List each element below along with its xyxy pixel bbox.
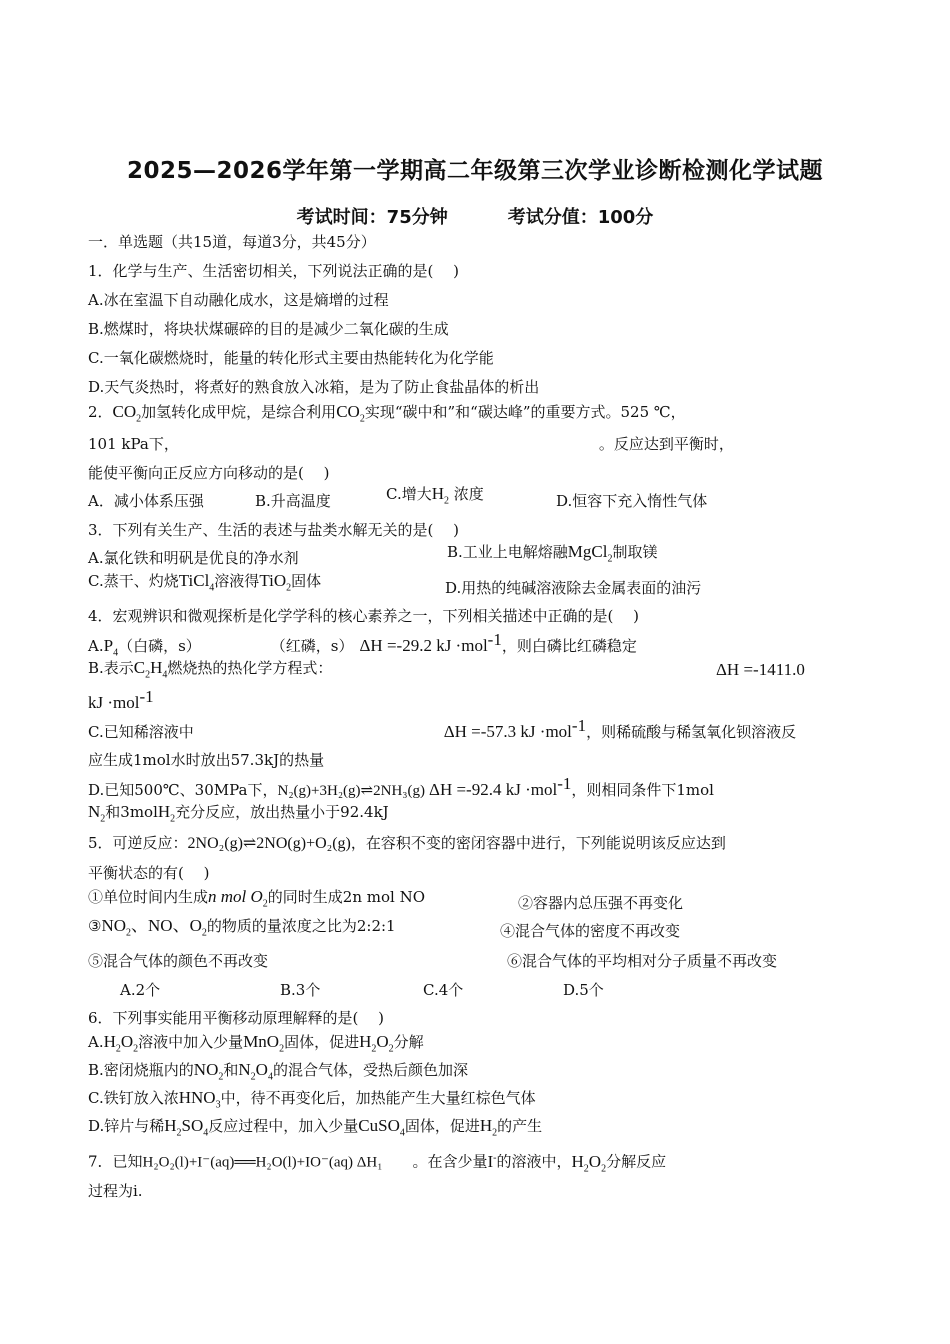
q2-option-d: D.恒容下充入惰性气体 bbox=[556, 492, 708, 510]
q6-option-b: B.密闭烧瓶内的$NO_2$和$N_2O_4$的混合气体，受热后颜色加深 bbox=[88, 1060, 468, 1083]
q5-line2: 平衡状态的有( ) bbox=[88, 864, 210, 882]
q6-option-c: C.铁钉放入浓$HNO_3$中，待不再变化后，加热能产生大量红棕色气体 bbox=[88, 1088, 536, 1111]
q7-line2: 过程为i. bbox=[88, 1182, 143, 1200]
q5-statement-1: ①单位时间内生成n mol $O_2$的同时生成2n mol NO bbox=[88, 887, 426, 910]
q4-option-d-cont: $N_2$和3molH$_2$充分反应，放出热量小于92.4kJ bbox=[88, 802, 389, 825]
exam-score: 考试分值：100分 bbox=[507, 207, 654, 228]
q5-line1: 5．可逆反应：2NO₂(g)⇌2NO(g)+O₂(g)，在容积不变的密闭容器中进行，下列能说明该反应达到 bbox=[88, 834, 726, 852]
q2-line3: 能使平衡向正反应方向移动的是( ) bbox=[88, 464, 330, 482]
q4-option-a: $A.P_4$（白磷，s） （红磷，s） ΔH =-29.2 kJ ·mol$^{-1}$，则白磷比红磷稳定 bbox=[88, 630, 637, 659]
q2-line1: 2．$CO_2$加氢转化成甲烷，是综合利用$CO_2$实现“碳中和”和“碳达峰”的重要方式。525 ℃， bbox=[88, 402, 686, 425]
q2-line2: 101 kPa下， 。反应达到平衡时， bbox=[88, 435, 734, 453]
q5-statement-4: ④混合气体的密度不再改变 bbox=[500, 922, 681, 940]
q3-option-a: A.氯化铁和明矾是优良的净水剂 bbox=[88, 549, 299, 567]
section-heading: 一．单选题（共15道，每道3分，共45分） bbox=[88, 233, 376, 251]
q1-option-a: A.冰在室温下自动融化成水，这是熵增的过程 bbox=[88, 291, 389, 309]
q1-stem: 1．化学与生产、生活密切相关，下列说法正确的是( ) bbox=[88, 262, 460, 280]
q5-statement-6: ⑥混合气体的平均相对分子质量不再改变 bbox=[507, 952, 778, 970]
q1-option-c: C.一氧化碳燃烧时，能量的转化形式主要由热能转化为化学能 bbox=[88, 349, 494, 367]
q2-option-c: C.增大$H_2$ 浓度 bbox=[386, 484, 484, 507]
q1-option-d: D.天气炎热时，将煮好的熟食放入冰箱，是为了防止食盐晶体的析出 bbox=[88, 378, 540, 396]
q4-option-b: B.表示$C_2H_4$燃烧热的热化学方程式： bbox=[88, 658, 333, 681]
ammonia-equation: N₂(g)+3H₂(g)⇌2NH₃(g) bbox=[277, 783, 426, 799]
q5-option-c: C.4个 bbox=[423, 981, 464, 999]
co2-formula: $CO_2$ bbox=[112, 402, 142, 425]
q6-option-a: $A.H_2O_2$溶液中加入少量MnO$_2$固体，促进$H_2O_2$分解 bbox=[88, 1032, 424, 1055]
q6-stem: 6．下列事实能用平衡移动原理解释的是( ) bbox=[88, 1009, 385, 1027]
q4-option-c-cont: 应生成1mol水时放出57.3kJ的热量 bbox=[88, 751, 325, 769]
co2-formula: $CO_2$ bbox=[336, 402, 365, 425]
q5-option-d: D.5个 bbox=[563, 981, 604, 999]
q4-b-unit: kJ ·mol$^{-1}$ bbox=[88, 687, 154, 712]
q5-equation: 2NO₂(g)⇌2NO(g)+O₂(g) bbox=[187, 835, 351, 852]
exam-title: 2025—2026学年第一学期高二年级第三次学业诊断检测化学试题 bbox=[126, 158, 824, 184]
exam-time: 考试时间：75分钟 bbox=[296, 207, 448, 228]
q2-option-b: B.升高温度 bbox=[255, 492, 331, 510]
q3-option-b: B.工业上电解熔融MgCl$_2$制取镁 bbox=[447, 542, 658, 565]
q4-option-c: C.已知稀溶液中 ΔH =-57.3 kJ ·mol$^{-1}$，则稀硫酸与稀氢氧化钡溶液反 bbox=[88, 716, 797, 741]
q3-option-c: C.蒸干、灼烧TiCl$_4$溶液得TiO$_2$固体 bbox=[88, 571, 322, 594]
q4-b-enthalpy: ΔH =-1411.0 bbox=[716, 660, 805, 679]
q5-statement-3: $③NO_2$、NO、$O_2$的物质的量浓度之比为2:2:1 bbox=[88, 916, 396, 939]
q5-option-b: B.3个 bbox=[280, 981, 321, 999]
q3-option-d: D.用热的纯碱溶液除去金属表面的油污 bbox=[445, 579, 702, 597]
q5-option-a: A.2个 bbox=[120, 981, 161, 999]
q1-option-b: B.燃煤时，将块状煤碾碎的目的是减少二氧化碳的生成 bbox=[88, 320, 449, 338]
q7-line1: 7．已知H₂O₂(l)+I⁻(aq)══H₂O(l)+IO⁻(aq) ΔH₁ 。在含少量I-的溶液中，$H_2O_2$分解反应 bbox=[88, 1151, 667, 1175]
q4-stem: 4．宏观辨识和微观探析是化学学科的核心素养之一，下列相关描述中正确的是( ) bbox=[88, 607, 640, 625]
q2-option-a: A．减小体系压强 bbox=[88, 492, 204, 510]
q3-stem: 3．下列有关生产、生活的表述与盐类水解无关的是( ) bbox=[88, 521, 460, 539]
q5-statement-5: ⑤混合气体的颜色不再改变 bbox=[88, 952, 269, 970]
q4-option-d: D.已知500℃、30MPa下，N₂(g)+3H₂(g)⇌2NH₃(g) ΔH =-92.4 kJ ·mol$^{-1}$，则相同条件下1mol bbox=[88, 774, 714, 799]
q7-equation: H₂O₂(l)+I⁻(aq)══H₂O(l)+IO⁻(aq) ΔH₁ bbox=[142, 1154, 383, 1171]
q6-option-d: D.锌片与稀$H_2SO_4$反应过程中，加入少量CuSO$_4$固体，促进$H_2$的产生 bbox=[88, 1116, 543, 1139]
q5-statement-2: ②容器内总压强不再变化 bbox=[518, 894, 684, 912]
exam-subtitle bbox=[0, 203, 950, 229]
